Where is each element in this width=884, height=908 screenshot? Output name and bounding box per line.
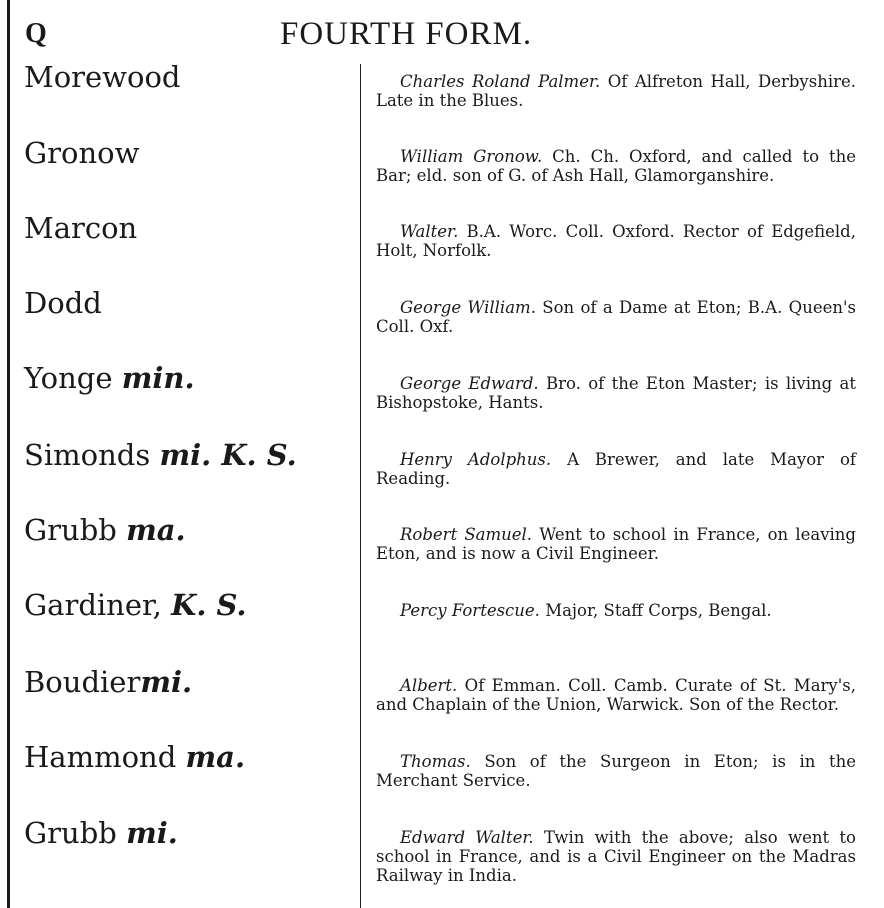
entry-note <box>376 450 856 488</box>
form-qualifier: mi. <box>140 665 193 699</box>
entry-name <box>24 742 245 774</box>
surname: Simonds <box>24 438 151 472</box>
given-name: George Edward. <box>400 374 539 393</box>
surname: Dodd <box>24 286 102 320</box>
note-text: Ch. Ch. Oxford, and called to the Bar; eld. son of G. of Ash Hall, Glamorganshire. <box>376 147 856 185</box>
entry-name <box>24 288 102 320</box>
surname: Hammond <box>24 740 177 774</box>
entry-note <box>376 752 856 790</box>
given-name: William Gronow. <box>400 147 543 166</box>
note-text: Went to school in France, on leaving Eton, and is now a Civil Engineer. <box>376 525 856 563</box>
note-text: Of Emman. Coll. Camb. Curate of St. Mary's, and Chaplain of the Union, Warwick. Son of the Rector. <box>376 676 856 714</box>
entry-name <box>24 515 186 547</box>
given-name: Charles Roland Palmer. <box>400 72 601 91</box>
form-qualifier: mi. K. S. <box>159 438 297 472</box>
entry-name <box>24 62 180 94</box>
given-name: Edward Walter. <box>400 828 534 847</box>
given-name: Percy Fortescue. <box>400 601 540 620</box>
entry-name <box>24 440 297 472</box>
given-name: Walter. <box>400 222 459 241</box>
note-text: Of Alfreton Hall, Derbyshire. Late in the Blues. <box>376 72 857 110</box>
note-text: Twin with the above; also went to school in France, and is a Civil Engineer on the Madras Railway in India. <box>376 828 856 885</box>
entry-name <box>24 363 195 395</box>
entry-name <box>24 213 137 245</box>
left-margin-rule <box>7 0 10 908</box>
surname: Boudier <box>24 665 141 699</box>
entry-note <box>376 72 856 110</box>
entry-note <box>376 147 856 185</box>
entry-note <box>376 374 856 412</box>
surname: Grubb <box>24 513 117 547</box>
surname: Grubb <box>24 816 117 850</box>
form-qualifier: ma. <box>185 740 246 774</box>
form-qualifier: K. S. <box>171 588 247 622</box>
note-text: Son of a Dame at Eton; B.A. Queen's Coll. Oxf. <box>376 298 856 336</box>
given-name: Henry Adolphus. <box>400 450 552 469</box>
entry-note <box>376 601 856 620</box>
surname: Marcon <box>24 211 138 245</box>
form-qualifier: mi. <box>126 816 178 850</box>
entry-name <box>24 667 192 699</box>
surname: Morewood <box>24 60 181 94</box>
given-name: George William. <box>400 298 536 317</box>
surname: Gronow <box>24 136 140 170</box>
given-name: Robert Samuel. <box>400 525 533 544</box>
entry-note <box>376 298 856 336</box>
entry-name <box>24 818 178 850</box>
entry-note <box>376 676 856 714</box>
note-text: Son of the Surgeon in Eton; is in the Merchant Service. <box>376 752 856 790</box>
given-name: Albert. <box>400 676 458 695</box>
surname: Yonge <box>24 361 113 395</box>
entry-name <box>24 590 247 622</box>
page-title: FOURTH FORM. <box>280 16 533 52</box>
form-qualifier: min. <box>121 361 195 395</box>
entry-note <box>376 828 856 885</box>
column-divider <box>360 64 361 908</box>
note-text: Bro. of the Eton Master; is living at Bishopstoke, Hants. <box>376 374 856 412</box>
surname: Gardiner, <box>24 588 162 622</box>
form-qualifier: ma. <box>126 513 186 547</box>
page-signature-letter: Q <box>25 18 47 49</box>
note-text: B.A. Worc. Coll. Oxford. Rector of Edgefield, Holt, Norfolk. <box>376 222 856 260</box>
note-text: Major, Staff Corps, Bengal. <box>545 601 772 620</box>
entry-name <box>24 138 139 170</box>
given-name: Thomas. <box>400 752 471 771</box>
entry-note <box>376 525 856 563</box>
entry-note <box>376 222 856 260</box>
note-text: A Brewer, and late Mayor of Reading. <box>376 450 857 488</box>
